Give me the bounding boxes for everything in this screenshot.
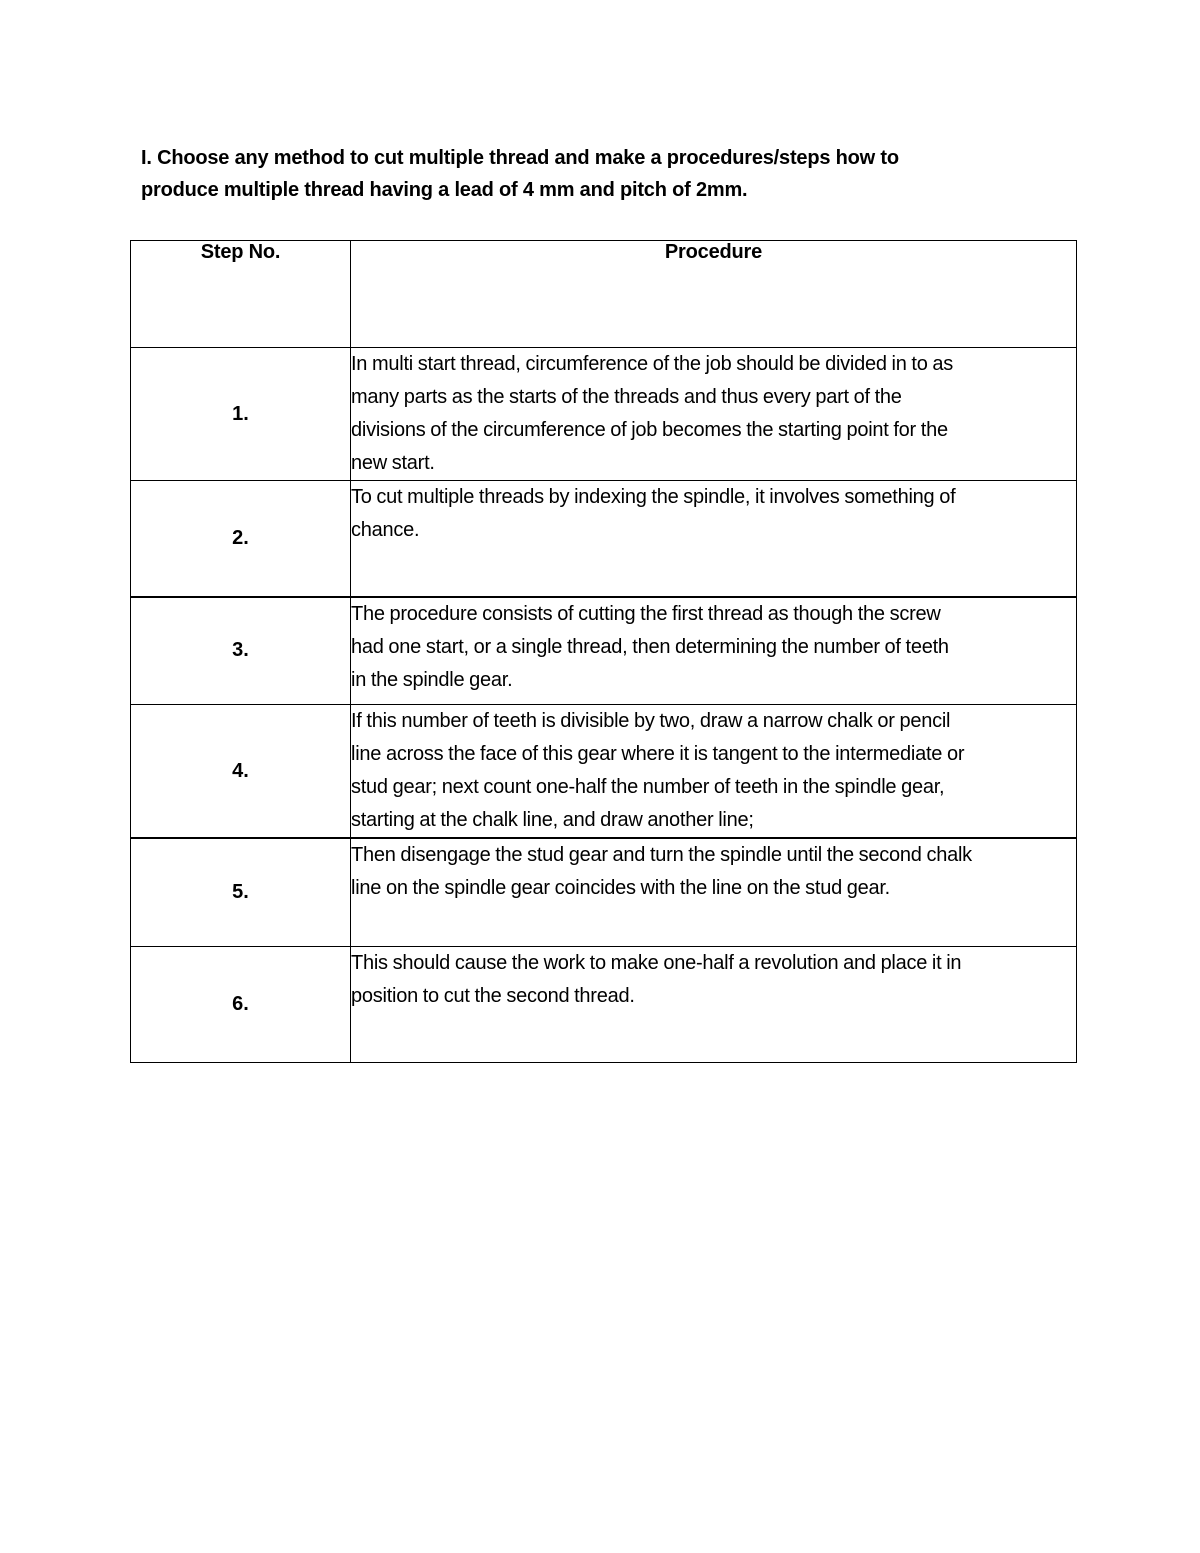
procedure-line: had one start, or a single thread, then determining the number of teeth <box>351 635 949 658</box>
question-line: produce multiple thread having a lead of 4 mm and pitch of 2mm. <box>141 179 748 201</box>
table-row <box>131 946 1077 1062</box>
procedure-cell <box>351 348 1077 481</box>
procedure-line: in the spindle gear. <box>351 668 513 691</box>
procedure-line: stud gear; next count one-half the number of teeth in the spindle gear, <box>351 776 945 798</box>
procedure-table <box>130 240 1077 1063</box>
procedure-cell <box>351 838 1077 946</box>
procedure-line: new start. <box>351 452 435 474</box>
procedure-header: Procedure <box>351 241 1077 348</box>
step-number: 5. <box>131 838 351 946</box>
procedure-line: position to cut the second thread. <box>351 984 635 1007</box>
procedure-line: divisions of the circumference of job becomes the starting point for the <box>351 419 948 441</box>
table-row <box>131 597 1077 705</box>
table-row <box>131 838 1077 946</box>
procedure-line: In multi start thread, circumference of the job should be divided in to as <box>351 353 954 375</box>
question-line: I. Choose any method to cut multiple thread and make a procedures/steps how to <box>141 147 899 169</box>
step-number: 4. <box>131 705 351 839</box>
question-text <box>141 142 1041 206</box>
procedure-cell <box>351 597 1077 705</box>
step-number: 6. <box>131 946 351 1062</box>
procedure-cell <box>351 946 1077 1062</box>
table-header-row <box>131 241 1077 348</box>
table-row <box>131 348 1077 481</box>
procedure-line: line on the spindle gear coincides with the line on the stud gear. <box>351 877 890 899</box>
procedure-line: The procedure consists of cutting the first thread as though the screw <box>351 602 941 625</box>
table-row <box>131 481 1077 597</box>
table-row <box>131 705 1077 839</box>
procedure-cell <box>351 705 1077 839</box>
step-number: 2. <box>131 481 351 597</box>
step-no-header: Step No. <box>131 241 351 348</box>
step-number: 1. <box>131 348 351 481</box>
procedure-line: line across the face of this gear where it is tangent to the intermediate or <box>351 743 965 765</box>
step-number: 3. <box>131 597 351 705</box>
procedure-line: If this number of teeth is divisible by two, draw a narrow chalk or pencil <box>351 710 951 732</box>
procedure-line: chance. <box>351 519 420 541</box>
procedure-line: To cut multiple threads by indexing the spindle, it involves something of <box>351 486 956 508</box>
procedure-line: Then disengage the stud gear and turn the spindle until the second chalk <box>351 844 972 866</box>
procedure-line: many parts as the starts of the threads and thus every part of the <box>351 386 902 408</box>
procedure-line: starting at the chalk line, and draw another line; <box>351 809 754 831</box>
procedure-cell <box>351 481 1077 597</box>
procedure-line: This should cause the work to make one-half a revolution and place it in <box>351 951 962 974</box>
